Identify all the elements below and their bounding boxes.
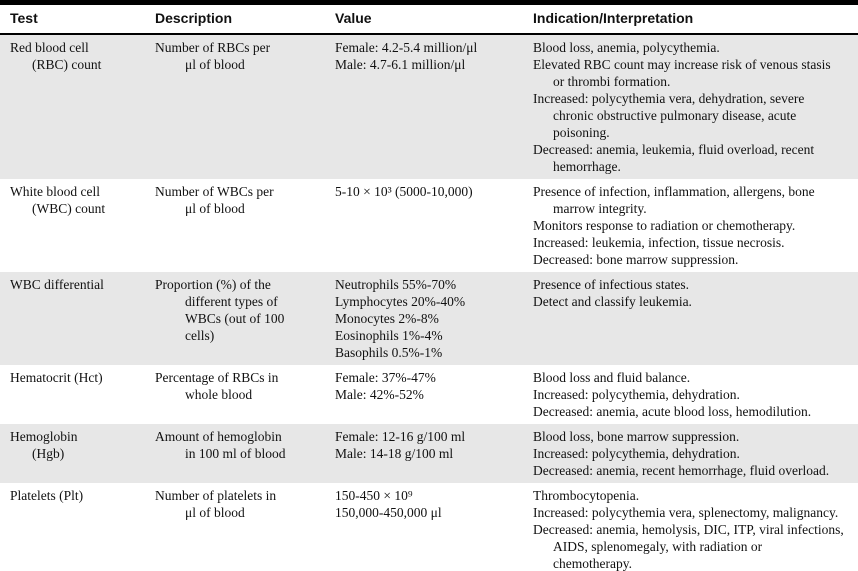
cell-value	[335, 369, 533, 420]
table-row	[0, 424, 858, 483]
cell-line: Female: 4.2-5.4 million/μl	[335, 40, 478, 55]
cell-line: cells)	[185, 328, 215, 343]
cell-line: Number of RBCs per	[155, 40, 271, 55]
cell-line: Proportion (%) of the	[155, 277, 271, 292]
cell-line: Amount of hemoglobin	[155, 429, 282, 444]
table-row	[0, 35, 858, 179]
cell-line: Male: 4.7-6.1 million/μl	[335, 57, 466, 72]
cell-test	[0, 183, 155, 268]
cell-line: 150,000-450,000 μl	[335, 505, 442, 520]
cell-line: Increased: polycythemia vera, dehydration, severe chronic obstructive pulmonary disease, acute poisoning.	[533, 91, 805, 140]
cell-line: Presence of infectious states.	[533, 277, 689, 292]
cell-line: Eosinophils 1%-4%	[335, 328, 443, 343]
cell-line: Decreased: bone marrow suppression.	[533, 252, 739, 267]
cell-description	[155, 183, 335, 268]
cell-line: Blood loss and fluid balance.	[533, 370, 691, 385]
cell-line: White blood cell	[10, 184, 100, 199]
cell-indication	[533, 276, 858, 361]
cell-line: Increased: polycythemia vera, splenectomy, malignancy.	[533, 505, 839, 520]
cell-line: Number of platelets in	[155, 488, 277, 503]
cell-line: Increased: leukemia, infection, tissue necrosis.	[533, 235, 785, 250]
cell-line: Decreased: anemia, leukemia, fluid overload, recent hemorrhage.	[533, 142, 815, 174]
cell-value	[335, 487, 533, 571]
cell-value	[335, 276, 533, 361]
table-row	[0, 483, 858, 571]
cell-line: WBCs (out of 100	[185, 311, 285, 326]
cell-description	[155, 369, 335, 420]
cell-line: Decreased: anemia, acute blood loss, hemodilution.	[533, 404, 812, 419]
cell-line: Increased: polycythemia, dehydration.	[533, 387, 740, 402]
cell-line: Female: 37%-47%	[335, 370, 436, 385]
cell-line: (RBC) count	[32, 57, 102, 72]
cell-indication	[533, 183, 858, 268]
cell-line: WBC differential	[10, 277, 104, 292]
cell-line: Number of WBCs per	[155, 184, 274, 199]
table-body	[0, 35, 858, 571]
column-header-test: Test	[10, 10, 38, 26]
cell-line: Hematocrit (Hct)	[10, 370, 103, 385]
cell-test	[0, 276, 155, 361]
cell-line: Monocytes 2%-8%	[335, 311, 439, 326]
cell-indication	[533, 428, 858, 479]
cell-description	[155, 428, 335, 479]
cell-line: Hemoglobin	[10, 429, 78, 444]
column-header-description: Description	[155, 10, 233, 26]
cell-test	[0, 428, 155, 479]
cell-line: μl of blood	[185, 201, 245, 216]
cell-line: μl of blood	[185, 505, 245, 520]
cell-line: Red blood cell	[10, 40, 89, 55]
column-header-value: Value	[335, 10, 372, 26]
cell-line: Male: 42%-52%	[335, 387, 424, 402]
table-header-row	[0, 5, 858, 35]
cell-test	[0, 487, 155, 571]
cell-test	[0, 369, 155, 420]
cell-line: Blood loss, bone marrow suppression.	[533, 429, 740, 444]
cell-description	[155, 487, 335, 571]
cell-line: (Hgb)	[32, 446, 65, 461]
cell-line: Platelets (Plt)	[10, 488, 84, 503]
cell-line: Male: 14-18 g/100 ml	[335, 446, 454, 461]
cell-value	[335, 39, 533, 175]
cell-description	[155, 276, 335, 361]
cell-line: Lymphocytes 20%-40%	[335, 294, 466, 309]
cell-line: μl of blood	[185, 57, 245, 72]
cell-line: Increased: polycythemia, dehydration.	[533, 446, 740, 461]
cell-line: Percentage of RBCs in	[155, 370, 279, 385]
cell-indication	[533, 369, 858, 420]
cell-line: Neutrophils 55%-70%	[335, 277, 457, 292]
cell-line: Decreased: anemia, recent hemorrhage, fluid overload.	[533, 463, 830, 478]
cell-line: Blood loss, anemia, polycythemia.	[533, 40, 720, 55]
cell-line: Detect and classify leukemia.	[533, 294, 692, 309]
cell-value	[335, 183, 533, 268]
cell-line: Monitors response to radiation or chemotherapy.	[533, 218, 796, 233]
column-header-indication: Indication/Interpretation	[533, 10, 694, 26]
cell-line: Basophils 0.5%-1%	[335, 345, 443, 360]
table-row	[0, 365, 858, 424]
cell-indication	[533, 487, 858, 571]
cell-description	[155, 39, 335, 175]
cell-line: in 100 ml of blood	[185, 446, 286, 461]
cell-indication	[533, 39, 858, 175]
cell-line: Decreased: anemia, hemolysis, DIC, ITP, viral infections, AIDS, splenomegaly, with radiation or chemotherapy.	[533, 522, 844, 571]
cell-line: (WBC) count	[32, 201, 106, 216]
cell-line: 5-10 × 10³ (5000-10,000)	[335, 184, 473, 199]
cell-line: whole blood	[185, 387, 253, 402]
cell-line: different types of	[185, 294, 278, 309]
cell-value	[335, 428, 533, 479]
cell-line: Thrombocytopenia.	[533, 488, 640, 503]
cell-test	[0, 39, 155, 175]
table-row	[0, 272, 858, 365]
cell-line: Female: 12-16 g/100 ml	[335, 429, 466, 444]
cell-line: 150-450 × 10⁹	[335, 488, 413, 503]
table-row	[0, 179, 858, 272]
cell-line: Presence of infection, inflammation, allergens, bone marrow integrity.	[533, 184, 815, 216]
cell-line: Elevated RBC count may increase risk of venous stasis or thrombi formation.	[533, 57, 831, 89]
